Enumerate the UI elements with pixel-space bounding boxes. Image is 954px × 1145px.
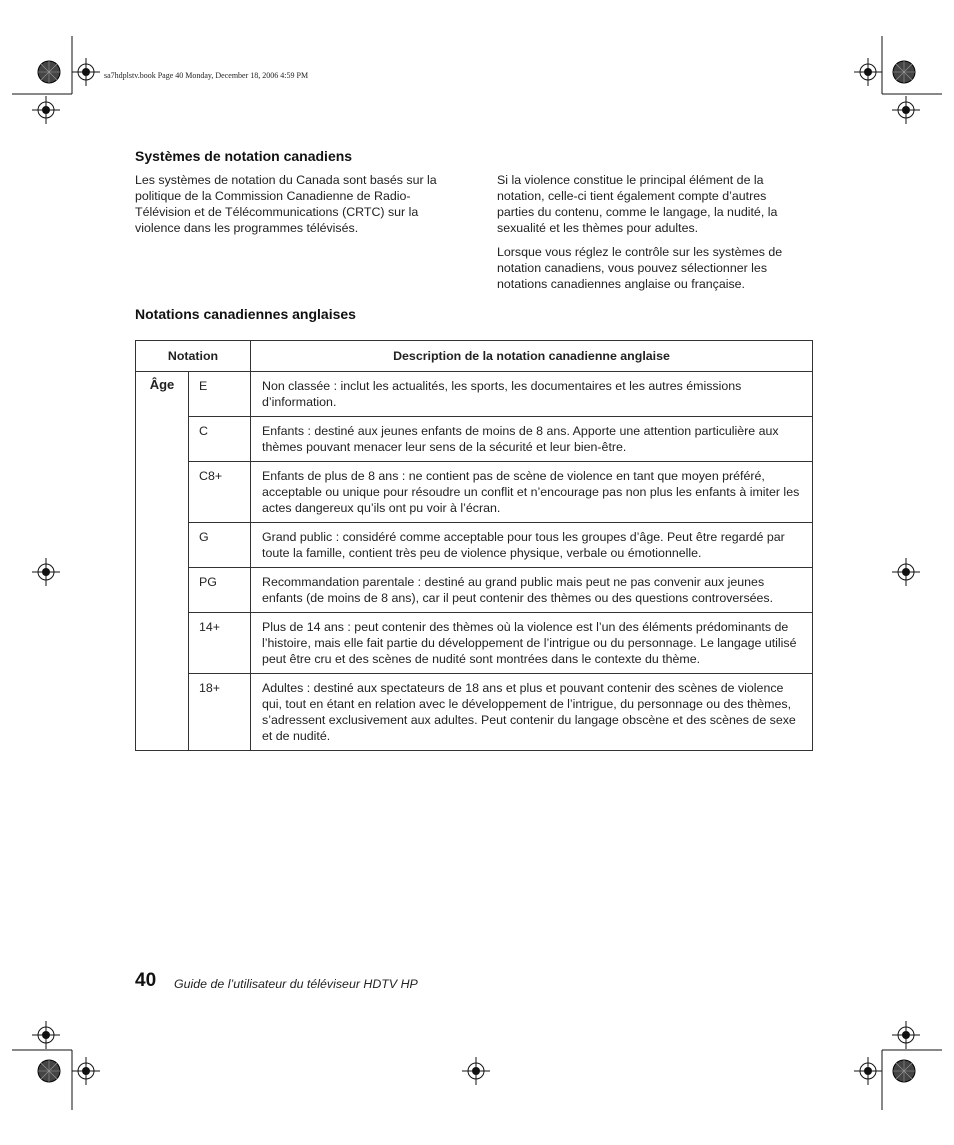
section-heading-english-ratings: Notations canadiennes anglaises — [135, 306, 356, 322]
rating-description: Non classée : inclut les actualités, les sports, les documentaires et les autres émissions d’information. — [251, 372, 813, 417]
rating-description: Recommandation parentale : destiné au grand public mais peut ne pas convenir aux jeunes enfants (de moins de 8 ans), car il peut contenir des thèmes ou des questions controversées. — [251, 568, 813, 613]
intro-paragraph-left — [135, 172, 453, 244]
table-header-row — [136, 341, 813, 372]
intro-paragraph-right — [497, 172, 797, 300]
rating-description: Enfants de plus de 8 ans : ne contient pas de scène de violence en tant que moyen préféré, acceptable ou unique pour résoudre un conflit et n’encourage pas non plus les enfants à imiter les actes dangereux qu’ils ont pu voir à l’écran. — [251, 462, 813, 523]
rating-code: G — [189, 523, 251, 568]
table-row — [136, 613, 813, 674]
rating-code: PG — [189, 568, 251, 613]
rating-description: Plus de 14 ans : peut contenir des thèmes où la violence est l’un des éléments prédominants de l’histoire, mais elle fait partie du développement de l’intrigue ou du personnage. Le langage utilisé peut être cru et des scènes de nudité sont montrées dans le contexte du thème. — [251, 613, 813, 674]
intro-text: Les systèmes de notation du Canada sont basés sur la politique de la Commission Canadienne de Radio-Télévision et de Télécommunications (CRTC) sur la violence dans les programmes télévisés. — [135, 173, 437, 235]
rating-code: 18+ — [189, 674, 251, 751]
rating-code: C8+ — [189, 462, 251, 523]
print-header: sa7hdplstv.book Page 40 Monday, December 18, 2006 4:59 PM — [104, 71, 309, 80]
page-number: 40 — [135, 970, 157, 991]
ratings-table — [135, 340, 813, 751]
table-row — [136, 372, 813, 417]
table-row — [136, 674, 813, 751]
rating-code: C — [189, 417, 251, 462]
age-label: Âge — [136, 372, 189, 751]
rating-code: 14+ — [189, 613, 251, 674]
rating-description: Adultes : destiné aux spectateurs de 18 ans et plus et pouvant contenir des scènes de violence qui, tout en étant en relation avec le développement de l’intrigue, du personnage ou des thèmes, s’adressent exclusivement aux adultes. Peut contenir du langage obscène et des scènes de sexe et de nudité. — [251, 674, 813, 751]
section-heading-canadian-ratings: Systèmes de notation canadiens — [135, 148, 353, 164]
footer-title: Guide de l’utilisateur du téléviseur HDTV HP — [174, 977, 418, 991]
table-row — [136, 523, 813, 568]
table-row — [136, 462, 813, 523]
header-description: Description de la notation canadienne anglaise — [251, 341, 813, 372]
header-rating: Notation — [136, 341, 251, 372]
rating-description: Grand public : considéré comme acceptable pour tous les groupes d’âge. Peut être regardé par toute la famille, contient très peu de violence physique, verbale ou émotionnelle. — [251, 523, 813, 568]
rating-description: Enfants : destiné aux jeunes enfants de moins de 8 ans. Apporte une attention particulière aux thèmes pouvant menacer leur sens de la sécurité et leur bien-être. — [251, 417, 813, 462]
table-row — [136, 568, 813, 613]
table-row — [136, 417, 813, 462]
rating-code: E — [189, 372, 251, 417]
right-text-1: Si la violence constitue le principal élément de la notation, celle-ci tient également compte d’autres parties du contenu, comme le langage, la nudité, la sexualité et les thèmes pour adultes. — [497, 173, 778, 235]
right-text-2: Lorsque vous réglez le contrôle sur les systèmes de notation canadiens, vous pouvez sélectionner les notations canadiennes anglaise ou française. — [497, 245, 783, 291]
